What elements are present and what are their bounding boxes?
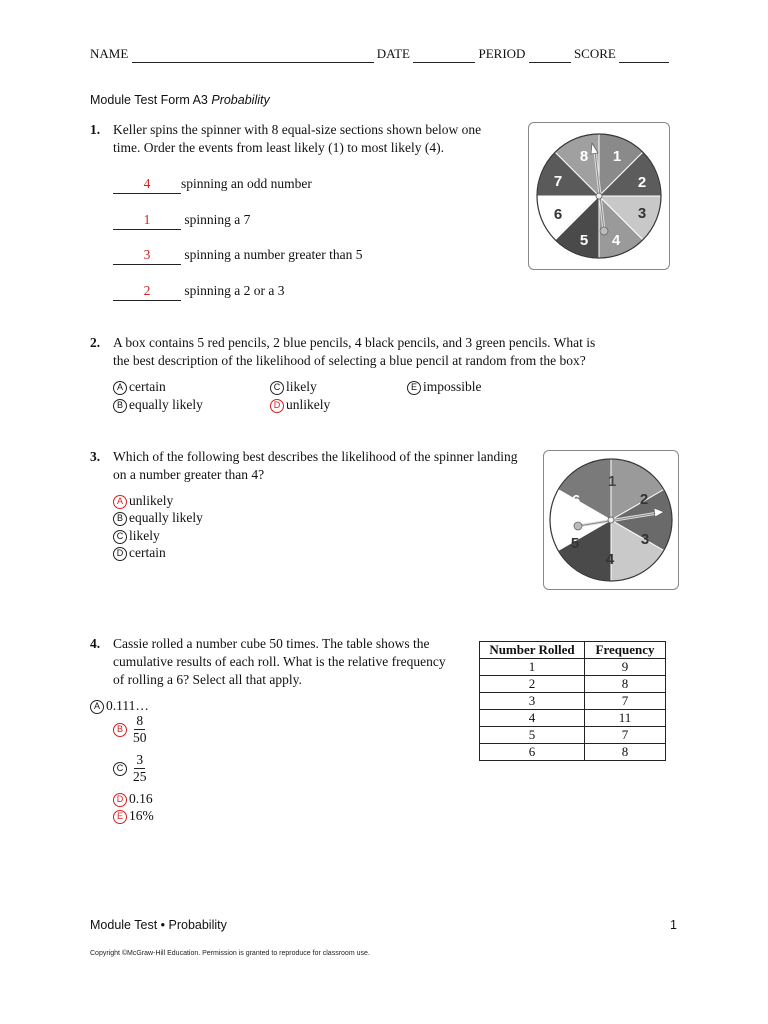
table-header-frequency: Frequency xyxy=(585,642,666,659)
table-row xyxy=(480,727,666,744)
question-1 xyxy=(90,121,510,157)
table-cell: 1 xyxy=(480,659,585,676)
table-cell: 5 xyxy=(480,727,585,744)
q1-text-line2: time. Order the events from least likely (1) to most likely (4). xyxy=(113,140,445,155)
period-field[interactable] xyxy=(529,46,571,63)
spinner-6-section xyxy=(543,450,679,590)
q1-answer-text: spinning an odd number xyxy=(181,176,312,191)
spinner-8-label-1: 1 xyxy=(612,148,622,165)
spinner-6-label-6: 6 xyxy=(571,492,581,509)
option-letter-circle-selected: D xyxy=(113,793,127,807)
q3-text-line2: on a number greater than 4? xyxy=(113,467,265,482)
score-field[interactable] xyxy=(619,46,669,63)
option-text: certain xyxy=(129,545,166,560)
option-letter-circle: C xyxy=(113,530,127,544)
table-row xyxy=(480,693,666,710)
q4-option-b[interactable] xyxy=(113,713,147,746)
q2-text-line2: the best description of the likelihood of selecting a blue pencil at random from the box? xyxy=(113,353,586,368)
table-cell: 9 xyxy=(585,659,666,676)
spinner-8-label-7: 7 xyxy=(553,173,563,190)
title-subject: Probability xyxy=(211,93,270,107)
option-letter-circle-selected: D xyxy=(270,399,284,413)
date-field[interactable] xyxy=(413,46,475,63)
q2-option-c[interactable] xyxy=(270,378,317,396)
option-letter-circle: C xyxy=(113,762,127,776)
q4-option-d[interactable] xyxy=(113,790,153,808)
table-row xyxy=(480,676,666,693)
spinner-6-label-2: 2 xyxy=(639,491,649,508)
question-2 xyxy=(90,334,690,370)
q3-text-line1: Which of the following best describes the likelihood of the spinner landing xyxy=(113,449,518,464)
table-header-number: Number Rolled xyxy=(480,642,585,659)
footer-left: Module Test • Probability xyxy=(90,918,227,932)
q1-answer-2 xyxy=(113,211,250,230)
option-letter-circle: B xyxy=(113,399,127,413)
q1-answer-text: spinning a 2 or a 3 xyxy=(181,283,285,298)
q1-answer-blank[interactable]: 3 xyxy=(113,246,181,265)
fraction-denominator: 50 xyxy=(133,730,147,745)
table-row xyxy=(480,710,666,727)
q1-answer-4 xyxy=(113,282,285,301)
table-cell: 7 xyxy=(585,727,666,744)
option-text: 0.16 xyxy=(129,791,153,806)
spinner-8-label-8: 8 xyxy=(579,148,589,165)
option-text: 0.111… xyxy=(106,698,149,713)
table-cell: 4 xyxy=(480,710,585,727)
table-cell: 2 xyxy=(480,676,585,693)
q1-answer-blank[interactable]: 1 xyxy=(113,211,181,230)
spinner-8-label-6: 6 xyxy=(553,206,563,223)
option-text: impossible xyxy=(423,379,482,394)
option-letter-circle-selected: E xyxy=(113,810,127,824)
q4-text-line3: of rolling a 6? Select all that apply. xyxy=(113,672,302,687)
option-text: 16% xyxy=(129,808,154,823)
frequency-table xyxy=(479,641,666,761)
q4-option-e[interactable] xyxy=(113,807,154,825)
option-letter-circle: A xyxy=(113,381,127,395)
q1-text-line1: Keller spins the spinner with 8 equal-size sections shown below one xyxy=(113,122,482,137)
q2-number: 2. xyxy=(90,335,101,350)
name-label: NAME xyxy=(90,46,129,61)
fraction xyxy=(133,713,147,746)
option-text: equally likely xyxy=(129,397,203,412)
option-text: unlikely xyxy=(286,397,331,412)
q3-option-d[interactable] xyxy=(113,544,166,562)
q3-option-c[interactable] xyxy=(113,527,160,545)
q1-answer-1 xyxy=(113,175,312,194)
option-text: unlikely xyxy=(129,493,174,508)
table-cell: 8 xyxy=(585,676,666,693)
option-letter-circle-selected: B xyxy=(113,723,127,737)
q1-answer-blank[interactable]: 2 xyxy=(113,282,181,301)
q1-answer-blank[interactable]: 4 xyxy=(113,175,181,194)
question-3 xyxy=(90,448,540,484)
frequency-table-wrapper xyxy=(479,641,666,761)
q1-number: 1. xyxy=(90,122,101,137)
spinner-8-label-5: 5 xyxy=(579,232,589,249)
q3-number: 3. xyxy=(90,449,101,464)
table-cell: 6 xyxy=(480,744,585,761)
fraction-numerator: 8 xyxy=(136,713,144,728)
date-label: DATE xyxy=(376,46,410,61)
q2-option-d[interactable] xyxy=(270,396,330,414)
page-number: 1 xyxy=(670,918,677,932)
period-label: PERIOD xyxy=(478,46,526,61)
table-cell: 7 xyxy=(585,693,666,710)
table-cell: 8 xyxy=(585,744,666,761)
q4-text-line1: Cassie rolled a number cube 50 times. The table shows the xyxy=(113,636,430,651)
page-title xyxy=(90,93,270,107)
spinner-8-label-2: 2 xyxy=(637,174,647,191)
q2-option-b[interactable] xyxy=(113,396,203,414)
q1-answer-3 xyxy=(113,246,362,265)
fraction-denominator: 25 xyxy=(133,769,147,784)
option-text: equally likely xyxy=(129,510,203,525)
q4-number: 4. xyxy=(90,636,101,651)
spinner-6-label-4: 4 xyxy=(605,551,615,568)
fraction-numerator: 3 xyxy=(136,752,144,767)
name-field[interactable] xyxy=(132,46,374,63)
option-text: likely xyxy=(129,528,160,543)
table-row xyxy=(480,744,666,761)
fraction xyxy=(133,752,147,785)
table-row xyxy=(480,659,666,676)
q2-text-line1: A box contains 5 red pencils, 2 blue pencils, 4 black pencils, and 3 green pencils. What is xyxy=(113,335,596,350)
score-label: SCORE xyxy=(573,46,616,61)
q2-option-e[interactable] xyxy=(407,378,482,396)
spinner-6-graphic xyxy=(544,451,678,589)
spinner-6-label-1: 1 xyxy=(607,473,617,490)
spinner-6-label-3: 3 xyxy=(640,531,650,548)
q3-option-a[interactable] xyxy=(113,492,173,510)
spinner-8-label-4: 4 xyxy=(611,232,621,249)
option-letter-circle: C xyxy=(270,381,284,395)
q2-option-a[interactable] xyxy=(113,378,166,396)
spinner-8-label-3: 3 xyxy=(637,205,647,222)
table-cell: 3 xyxy=(480,693,585,710)
header-line xyxy=(90,46,680,63)
option-letter-circle: B xyxy=(113,512,127,526)
q3-option-b[interactable] xyxy=(113,509,203,527)
q4-text-line2: cumulative results of each roll. What is the relative frequency xyxy=(113,654,446,669)
option-letter-circle: A xyxy=(90,700,104,714)
option-text: likely xyxy=(286,379,317,394)
question-4 xyxy=(90,635,470,689)
option-letter-circle-selected: A xyxy=(113,495,127,509)
copyright-notice: Copyright ©McGraw-Hill Education. Permission is granted to reproduce for classroom use. xyxy=(90,950,370,957)
spinner-6-label-5: 5 xyxy=(570,535,580,552)
table-header-row xyxy=(480,642,666,659)
spinner-8-section xyxy=(528,122,670,270)
title-main: Module Test Form A3 xyxy=(90,93,212,107)
q4-option-c[interactable] xyxy=(113,752,147,785)
option-text: certain xyxy=(129,379,166,394)
option-letter-circle: E xyxy=(407,381,421,395)
table-cell: 11 xyxy=(585,710,666,727)
spinner-8-graphic xyxy=(529,123,669,269)
q1-answer-text: spinning a number greater than 5 xyxy=(181,247,363,262)
option-letter-circle: D xyxy=(113,547,127,561)
q1-answer-text: spinning a 7 xyxy=(181,212,251,227)
